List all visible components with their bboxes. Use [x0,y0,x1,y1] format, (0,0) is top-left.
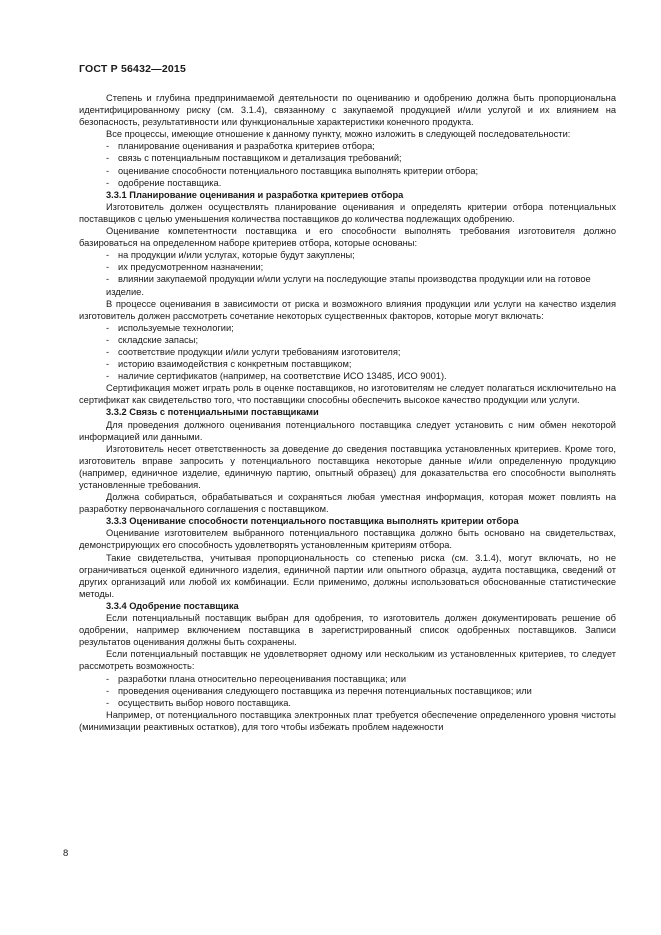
paragraph: В процессе оценивания в зависимости от риска и возможного влияния продукции или услуги на качество изделия изготовитель должен рассмотреть сочетание некоторых существенных факторов, которые могут включать: [79,298,616,321]
list-item-text: осуществить выбор нового поставщика. [118,697,292,708]
list-dash: - [106,673,110,684]
document-body [79,92,616,733]
paragraph: Степень и глубина предпринимаемой деятельности по оцениванию и одобрению должна быть пропорциональна идентифицированному риску (см. 3.1.4), связанному с закупаемой продукцией и/или услугой и их влиянием на безопасность, результативности или функциональные характеристики конечного продукта. [79,93,616,128]
section-heading: 3.3.2 Связь с потенциальными поставщиками [106,407,319,418]
paragraph: Все процессы, имеющие отношение к данному пункту, можно изложить в следующей последовательности: [106,129,571,140]
list-dash: - [106,322,110,333]
list-item-text: связь с потенциальным поставщиком и детализация требований; [118,153,402,164]
list-item-text: планирование оценивания и разработка критериев отбора; [118,141,375,152]
list-item-text: проведения оценивания следующего поставщика из перечня потенциальных поставщиков; или [118,685,532,696]
list-item [79,673,616,685]
list-item-text: складские запасы; [118,334,199,345]
paragraph: Изготовитель должен осуществлять планирование оценивания и определять критерии отбора потенциальных поставщиков с целью уменьшения количества поставщиков до количества подлежащих одобрению. [79,201,616,224]
paragraph: Для проведения должного оценивания потенциального поставщика следует установить с ним обмен некоторой информацией или данными. [79,419,616,442]
paragraph: Например, от потенциального поставщика электронных плат требуется обеспечение определенного уровня чистоты (минимизации реактивных остатков), для того чтобы избежать проблем надежности [79,709,616,732]
list-item-text: наличие сертификатов (например, на соответствие ИСО 13485, ИСО 9001). [118,371,447,382]
list-item-text: разработки плана относительно переоценивания поставщика; или [118,673,407,684]
list-dash: - [106,153,110,164]
list-dash: - [106,177,110,188]
list-item-text: соответствие продукции и/или услуги требованиям изготовителя; [118,346,401,357]
paragraph: Должна собираться, обрабатываться и сохраняться любая уместная информация, которая может повлиять на разработку первоначального соглашения с поставщиком. [79,492,616,515]
list-item [79,177,616,189]
list-item [79,273,616,297]
list-dash: - [106,165,110,176]
list-dash: - [106,141,110,152]
list-dash: - [106,274,110,285]
list-item [79,165,616,177]
paragraph: Оценивание изготовителем выбранного потенциального поставщика должно быть основано на свидетельствах, демонстрирующих его способность удовлетворять установленным критериям отбора. [79,528,616,551]
section-heading: 3.3.3 Оценивание способности потенциального поставщика выполнять критерии отбора [106,516,519,527]
list-item [79,346,616,358]
list-item-text: их предусмотренном назначении; [118,262,264,273]
paragraph: Оценивание компетентности поставщика и его способности выполнять требования изготовителя должно базироваться на определенном наборе критериев отбора, которые основаны: [79,226,616,249]
section-heading: 3.3.4 Одобрение поставщика [106,600,239,611]
list-item-text: используемые технологии; [118,322,234,333]
list-item [79,140,616,152]
paragraph: Такие свидетельства, учитывая пропорциональность со степенью риска (см. 3.1.4), могут включать, но не ограничиваться оценкой единичного изделия, единичной партии или опытного образца, аудита поставщика, сведений от других организаций или любой их комбинации. Если применимо, должны использоваться обоснованные статистические методы. [79,552,616,599]
list-dash: - [106,346,110,357]
page-number: 8 [63,848,69,859]
paragraph: Сертификация может играть роль в оценке поставщиков, но изготовителям не следует полагаться исключительно на сертификат как свидетельство того, что поставщики способны обеспечить высокое качество продукции или услуги. [79,383,616,406]
list-dash: - [106,262,110,273]
list-item-text: на продукции и/или услугах, которые будут закуплены; [118,250,355,261]
list-item [79,322,616,334]
list-dash: - [106,371,110,382]
list-item [79,261,616,273]
paragraph: Если потенциальный поставщик не удовлетворяет одному или нескольким из установленных критериев, то следует рассмотреть возможность: [79,649,616,672]
list-item [79,358,616,370]
standard-header: ГОСТ Р 56432—2015 [79,63,187,75]
list-item [79,697,616,709]
list-item [79,249,616,261]
list-item [79,334,616,346]
section-heading: 3.3.1 Планирование оценивания и разработка критериев отбора [106,189,404,200]
list-item-text: оценивание способности потенциального поставщика выполнять критерии отбора; [118,165,479,176]
list-dash: - [106,685,110,696]
list-dash: - [106,250,110,261]
list-item [79,685,616,697]
list-dash: - [106,359,110,370]
list-item-text: влиянии закупаемой продукции и/или услуги на последующие этапы производства продукции или на готовое изделие. [106,274,591,297]
list-dash: - [106,334,110,345]
list-item-text: одобрение поставщика. [118,177,222,188]
list-dash: - [106,697,110,708]
paragraph: Изготовитель несет ответственность за доведение до сведения поставщика установленных критериев. Кроме того, изготовитель вправе запросить у потенциального поставщика некоторые данные и/или определенную продукцию (например, единичное изделие, единичную партию, опытный образец) для доказательства его способности выполнять установленные требования. [79,443,616,490]
list-item [79,370,616,382]
list-item [79,152,616,164]
list-item-text: историю взаимодействия с конкретным поставщиком; [118,359,352,370]
paragraph: Если потенциальный поставщик выбран для одобрения, то изготовитель должен документировать решение об одобрении, например включением поставщика в зарегистрированный список одобренных поставщиков. Записи результатов оценивания должны быть сохранены. [79,613,616,648]
